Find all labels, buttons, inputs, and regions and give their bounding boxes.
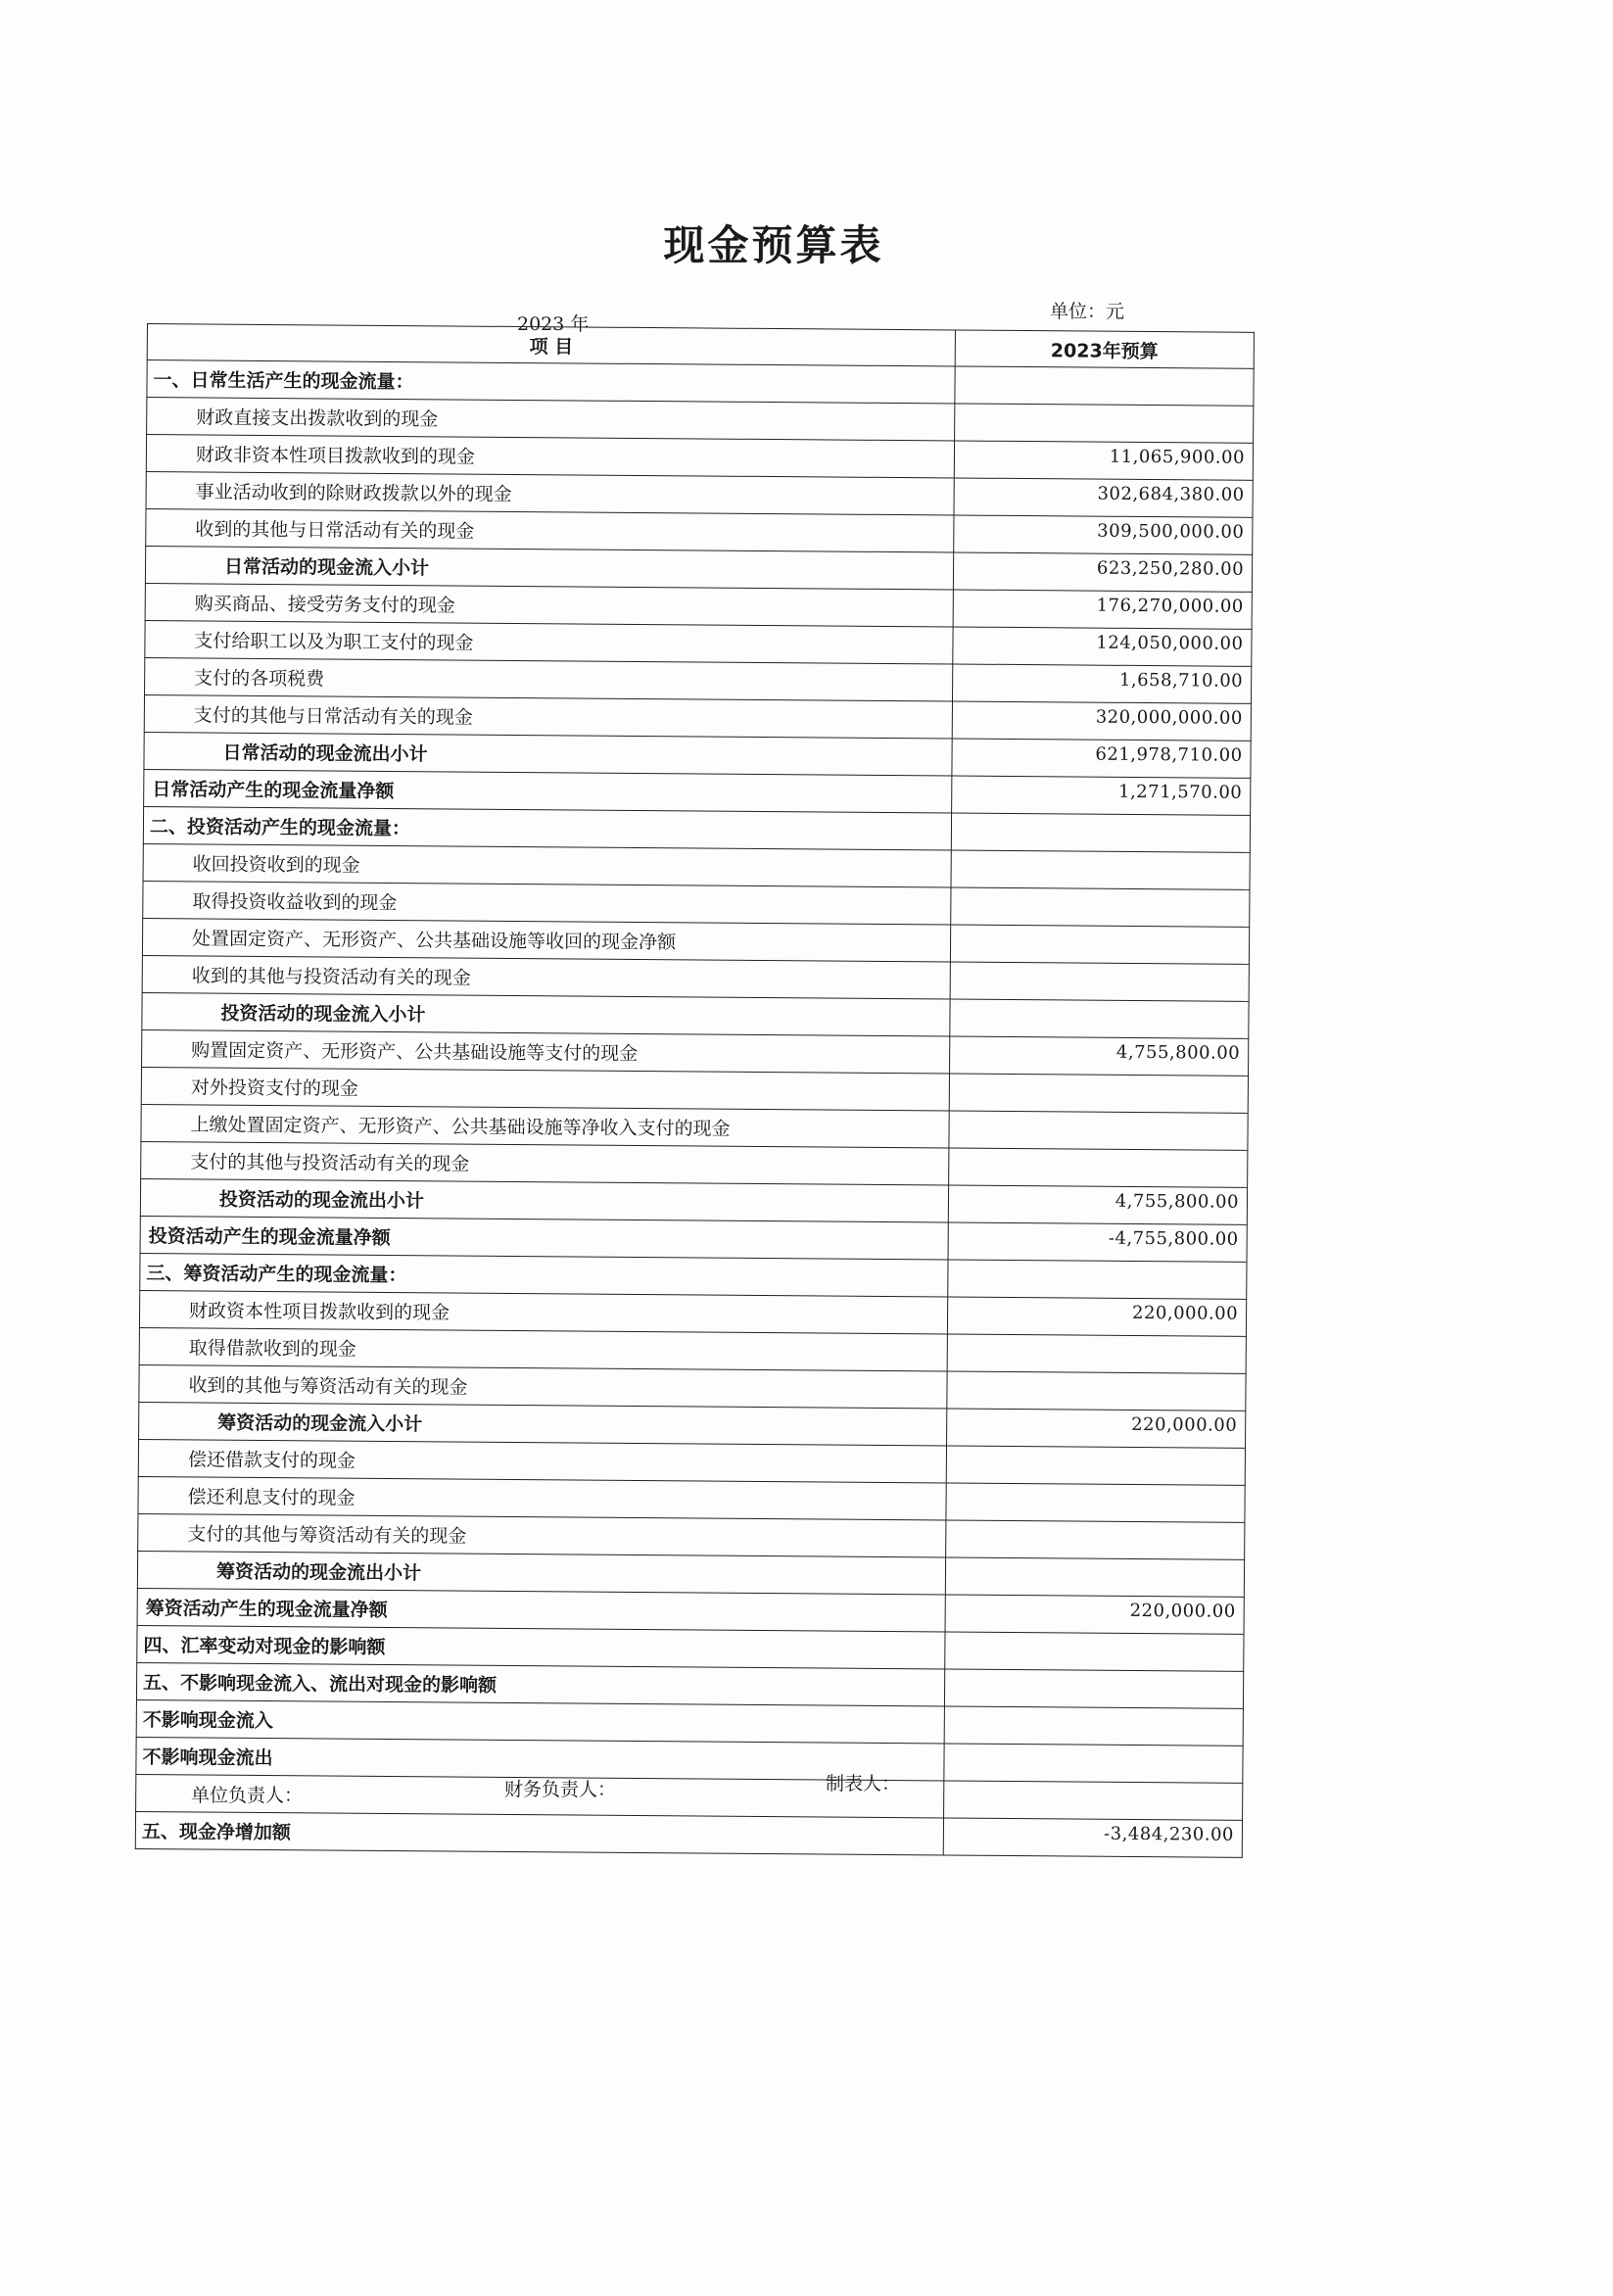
row-label: 日常活动的现金流入小计 bbox=[145, 546, 953, 589]
row-amount: 220,000.00 bbox=[947, 1409, 1246, 1448]
row-label: 偿还利息支付的现金 bbox=[138, 1476, 946, 1519]
row-amount: 11,065,900.00 bbox=[954, 441, 1253, 480]
row-label: 对外投资支付的现金 bbox=[141, 1067, 949, 1110]
row-label: 购置固定资产、无形资产、公共基础设施等支付的现金 bbox=[142, 1029, 950, 1073]
row-amount bbox=[944, 1781, 1243, 1820]
row-amount: 220,000.00 bbox=[947, 1297, 1246, 1336]
row-label: 日常活动的现金流出小计 bbox=[144, 732, 952, 775]
row-amount: 176,270,000.00 bbox=[953, 590, 1252, 629]
row-amount bbox=[950, 962, 1249, 1001]
row-label: 筹资活动的现金流出小计 bbox=[137, 1551, 945, 1594]
row-label: 收回投资收到的现金 bbox=[143, 843, 951, 886]
row-label: 收到的其他与投资活动有关的现金 bbox=[142, 955, 950, 998]
row-amount bbox=[946, 1520, 1245, 1559]
preparer-label: 制表人： bbox=[826, 1773, 901, 1794]
row-amount bbox=[955, 366, 1254, 406]
row-label: 支付的其他与投资活动有关的现金 bbox=[141, 1141, 949, 1184]
row-label: 投资活动的现金流入小计 bbox=[142, 992, 950, 1035]
row-label: 支付的各项税费 bbox=[145, 657, 953, 700]
row-label: 支付的其他与筹资活动有关的现金 bbox=[138, 1513, 946, 1556]
row-amount bbox=[944, 1706, 1243, 1746]
row-label: 收到的其他与日常活动有关的现金 bbox=[146, 508, 954, 551]
row-label: 支付给职工以及为职工支付的现金 bbox=[145, 620, 953, 663]
row-label: 取得投资收益收到的现金 bbox=[143, 881, 951, 924]
column-header-amount: 2023年预算 bbox=[955, 330, 1254, 368]
row-amount: 1,658,710.00 bbox=[952, 664, 1251, 703]
row-amount bbox=[944, 1744, 1243, 1783]
row-amount bbox=[950, 999, 1249, 1038]
row-label: 筹资活动产生的现金流量净额 bbox=[137, 1588, 945, 1631]
row-amount: 1,271,570.00 bbox=[952, 776, 1251, 815]
row-amount bbox=[946, 1483, 1245, 1522]
row-label: 二、投资活动产生的现金流量： bbox=[143, 806, 951, 849]
row-amount: -3,484,230.00 bbox=[943, 1818, 1242, 1857]
row-amount bbox=[951, 813, 1250, 852]
row-amount: 621,978,710.00 bbox=[952, 739, 1251, 778]
row-amount: 220,000.00 bbox=[945, 1595, 1244, 1634]
row-label: 处置固定资产、无形资产、公共基础设施等收回的现金净额 bbox=[142, 918, 950, 961]
row-amount bbox=[946, 1446, 1245, 1485]
row-amount bbox=[951, 850, 1250, 889]
row-label: 三、筹资活动产生的现金流量： bbox=[140, 1253, 948, 1296]
column-header-item: 项 目 bbox=[147, 324, 955, 366]
row-label: 支付的其他与日常活动有关的现金 bbox=[144, 694, 952, 738]
row-label: 偿还借款支付的现金 bbox=[138, 1439, 946, 1482]
row-label: 财政直接支出拨款收到的现金 bbox=[147, 398, 955, 441]
row-amount: -4,755,800.00 bbox=[948, 1222, 1247, 1262]
row-amount: 302,684,380.00 bbox=[954, 478, 1253, 517]
row-amount bbox=[948, 1260, 1247, 1299]
currency-unit: 单位：元 bbox=[1050, 301, 1125, 322]
row-label: 日常活动产生的现金流量净额 bbox=[144, 769, 952, 812]
cash-budget-table bbox=[135, 323, 1255, 1858]
finance-head-label: 财务负责人： bbox=[504, 1779, 617, 1800]
row-label: 取得借款收到的现金 bbox=[139, 1327, 947, 1370]
row-label: 筹资活动的现金流入小计 bbox=[139, 1402, 947, 1445]
row-amount bbox=[944, 1669, 1243, 1708]
row-amount bbox=[949, 1148, 1248, 1187]
row-amount bbox=[949, 1074, 1248, 1113]
row-amount: 320,000,000.00 bbox=[952, 701, 1251, 741]
row-label: 五、不影响现金流入、流出对现金的影响额 bbox=[136, 1662, 944, 1705]
row-label: 投资活动的现金流出小计 bbox=[140, 1178, 948, 1221]
row-amount bbox=[951, 887, 1250, 927]
row-amount bbox=[947, 1371, 1246, 1411]
row-label: 五、现金净增加额 bbox=[135, 1811, 943, 1854]
row-label: 上缴处置固定资产、无形资产、公共基础设施等净收入支付的现金 bbox=[141, 1104, 949, 1147]
report-year: 2023 年 bbox=[517, 313, 590, 335]
table-row bbox=[135, 1811, 1242, 1857]
row-amount bbox=[947, 1334, 1246, 1373]
row-amount: 4,755,800.00 bbox=[950, 1036, 1249, 1076]
row-label: 投资活动产生的现金流量净额 bbox=[140, 1216, 948, 1259]
row-label: 购买商品、接受劳务支付的现金 bbox=[145, 583, 953, 626]
row-label: 一、日常生活产生的现金流量： bbox=[147, 360, 955, 404]
page-title: 现金预算表 bbox=[663, 221, 884, 269]
row-amount bbox=[955, 404, 1254, 443]
row-amount: 124,050,000.00 bbox=[953, 627, 1252, 666]
row-label: 四、汇率变动对现金的影响额 bbox=[137, 1625, 945, 1668]
row-label: 收到的其他与筹资活动有关的现金 bbox=[139, 1364, 947, 1408]
row-label: 事业活动收到的除财政拨款以外的现金 bbox=[146, 471, 954, 514]
row-amount: 623,250,280.00 bbox=[953, 552, 1252, 592]
table-body bbox=[135, 360, 1254, 1858]
unit-head-label: 单位负责人： bbox=[191, 1785, 304, 1806]
row-amount bbox=[945, 1557, 1244, 1597]
row-label: 财政资本性项目拨款收到的现金 bbox=[139, 1290, 947, 1333]
row-amount bbox=[950, 925, 1249, 964]
row-amount: 309,500,000.00 bbox=[954, 515, 1253, 554]
row-label: 财政非资本性项目拨款收到的现金 bbox=[146, 435, 954, 478]
row-amount bbox=[949, 1111, 1248, 1150]
cash-budget-table-wrapper bbox=[135, 323, 1254, 1858]
row-label: 不影响现金流入 bbox=[136, 1699, 944, 1743]
row-amount: 4,755,800.00 bbox=[948, 1185, 1247, 1224]
row-amount bbox=[945, 1632, 1244, 1671]
row-label: 不影响现金流出 bbox=[136, 1737, 944, 1780]
